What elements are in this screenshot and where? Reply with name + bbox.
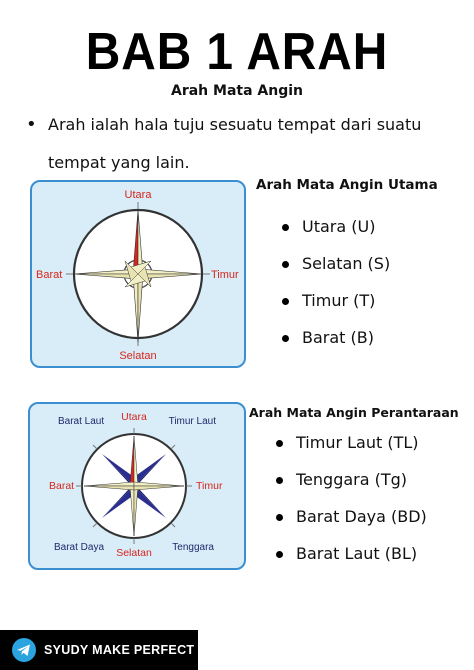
intro-text: Arah ialah hala tuju sesuatu tempat dari suatu tempat yang lain. — [48, 115, 422, 172]
main-compass-diagram — [32, 182, 244, 366]
bullet-icon: • — [26, 114, 37, 135]
footer-banner — [0, 630, 198, 670]
label-north: Utara — [121, 411, 147, 423]
telegram-icon — [12, 638, 36, 662]
main-compass-panel — [30, 180, 246, 368]
label-northeast: Timur Laut — [168, 416, 216, 427]
intro-paragraph — [26, 106, 456, 182]
label-southwest: Barat Daya — [54, 542, 105, 553]
main-directions-list — [282, 208, 390, 356]
label-west: Barat — [49, 480, 75, 492]
list-item: Barat (B) — [282, 319, 390, 356]
label-east: Timur — [211, 269, 239, 281]
footer-label: SYUDY MAKE PERFECT — [44, 643, 195, 657]
list-item: Utara (U) — [282, 208, 390, 245]
label-northwest: Barat Laut — [58, 416, 105, 427]
list-item: Timur Laut (TL) — [276, 424, 427, 461]
label-south: Selatan — [116, 547, 152, 559]
label-north: Utara — [124, 189, 152, 201]
list-item: Selatan (S) — [282, 245, 390, 282]
list-item: Tenggara (Tg) — [276, 461, 427, 498]
page-title: BAB 1 ARAH — [85, 23, 389, 81]
main-directions-heading: Arah Mata Angin Utama — [256, 177, 438, 193]
list-item: Barat Laut (BL) — [276, 535, 427, 572]
intermediate-compass-diagram — [30, 404, 244, 568]
list-item: Timur (T) — [282, 282, 390, 319]
intermediate-directions-list — [276, 424, 427, 572]
intermediate-compass-panel — [28, 402, 246, 570]
label-west: Barat — [36, 269, 63, 281]
label-southeast: Tenggara — [172, 542, 214, 553]
intermediate-directions-heading: Arah Mata Angin Perantaraan — [249, 405, 459, 420]
label-east: Timur — [196, 480, 223, 492]
page-subtitle: Arah Mata Angin — [170, 83, 303, 99]
label-south: Selatan — [119, 350, 157, 362]
list-item: Barat Daya (BD) — [276, 498, 427, 535]
